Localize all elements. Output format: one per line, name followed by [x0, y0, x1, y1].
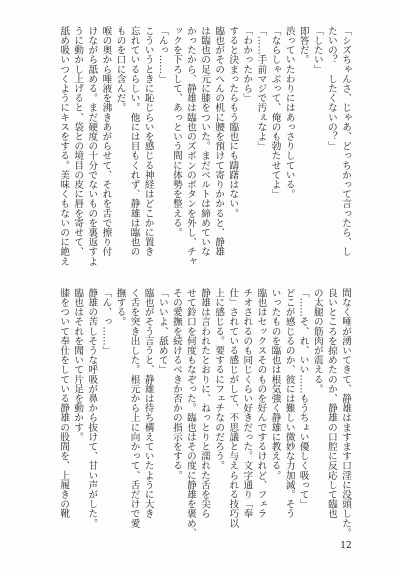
text-column: 渋っていたわりにはあっさりしている。 [283, 26, 295, 199]
text-column: 「……そ、れ、いい……もうちょい優しく吸って」 [297, 288, 309, 509]
text-column: 舐め吸いつくようにキスをする。美味くもないのに絶え [58, 26, 70, 266]
text-column: 「したい」 [311, 26, 323, 74]
upper-text-block [56, 26, 352, 276]
text-column: かったから、静雄は臨也のズボンのボタンを外し、チャ [184, 26, 196, 266]
text-column: その愛撫を続けるべきか否かの指示をする。 [170, 288, 182, 480]
text-column: けながら舐める。まだ硬度の十分でないものを裏返すよ [86, 26, 98, 266]
text-column: どこが感じるのか、彼には難しい微妙な力加減。そう [283, 288, 295, 519]
text-column: うに動かし上げると、袋との境目の皮に唇を寄せて、 [72, 26, 84, 257]
text-column: 臨也はセックスそのものを好んでするけれど、フェラ [255, 288, 267, 519]
text-column: 「シズちゃんさ、じゃあ、どっちかって言ったら、し [340, 26, 351, 257]
lower-text-block [56, 288, 352, 538]
text-column: 「……手前マジで汚ぇなよ」 [255, 26, 267, 151]
text-column: 膝をついて奉仕をしている静雄の股間を、上履きの靴 [58, 288, 70, 519]
text-column: 静雄の苦しそうな呼吸が鼻から抜けて、甘い声がした。 [86, 288, 98, 528]
text-column: 「んっ……」 [156, 26, 168, 84]
text-column: 「わかったから」 [241, 26, 253, 103]
text-column: 仕」されている感じがして、不思議と与えられる技巧以 [227, 288, 239, 528]
text-column: 臨也がそのへんの机に腰を預けて寄りかかると、静雄 [213, 26, 225, 257]
page-number: 12 [340, 541, 352, 551]
text-column: 忘れているらしい。他には目もくれず、静雄は臨也の [128, 26, 140, 257]
text-column: いったものを臨也は根気強く静雄に教える。 [269, 288, 281, 480]
text-column: ックを下ろして、あっという間に体勢を整える。 [170, 26, 182, 238]
text-column: 即答だ。 [297, 26, 309, 65]
text-column: 上に感じる。要するにフェチなのだろう。 [213, 288, 225, 471]
text-column: 「いいよ、舐めて」 [156, 288, 168, 375]
text-column: 臨也はそれを聞いて片足を動かす。 [72, 288, 84, 442]
text-column: 撫する。 [114, 288, 126, 327]
text-column: チオされるのも同じくらい好きだった。文字通り「奉 [241, 288, 253, 519]
text-column: は臨也の足元に膝をついた。まだベルトは締めていな [199, 26, 211, 257]
text-column: こういうときに恥じらいを感じる神経はどこかに置き [142, 26, 154, 257]
text-column: たいの？ したくないの？」 [325, 26, 337, 151]
text-column: 静雄は言われたとおりに、ねっとりと濡れた舌を尖ら [199, 288, 211, 519]
text-column: せて鈴口を何度もなぞった。臨也はその度に静雄を褒め、 [184, 288, 196, 538]
text-column: 臨也がそう言うと、静雄は待ち構えていたように大き [142, 288, 154, 519]
text-column: く舌を突き出した。根元から上に向かって、舌だけで愛 [128, 288, 140, 528]
text-column: 「ならしゃぶって、俺のも勃たせてよ」 [269, 26, 281, 199]
text-column: すると決まったらもう臨也にも躊躇はない。 [227, 26, 239, 218]
text-column: 喉の奥から唾液を沸きあがらせて、それを舌で擦り付 [100, 26, 112, 257]
text-column: の太腿の筋肉が震える。 [311, 288, 323, 394]
text-column: 間なく唾が湧いてきて、静雄はますます口淫に没頭した。 [340, 288, 351, 538]
text-column: 良いところを掠めたのか、静雄の口腔に反応して臨也 [325, 288, 337, 519]
text-column: 「ん、っ……」 [100, 288, 112, 356]
text-column: ものを口に含んだ。 [114, 26, 126, 113]
